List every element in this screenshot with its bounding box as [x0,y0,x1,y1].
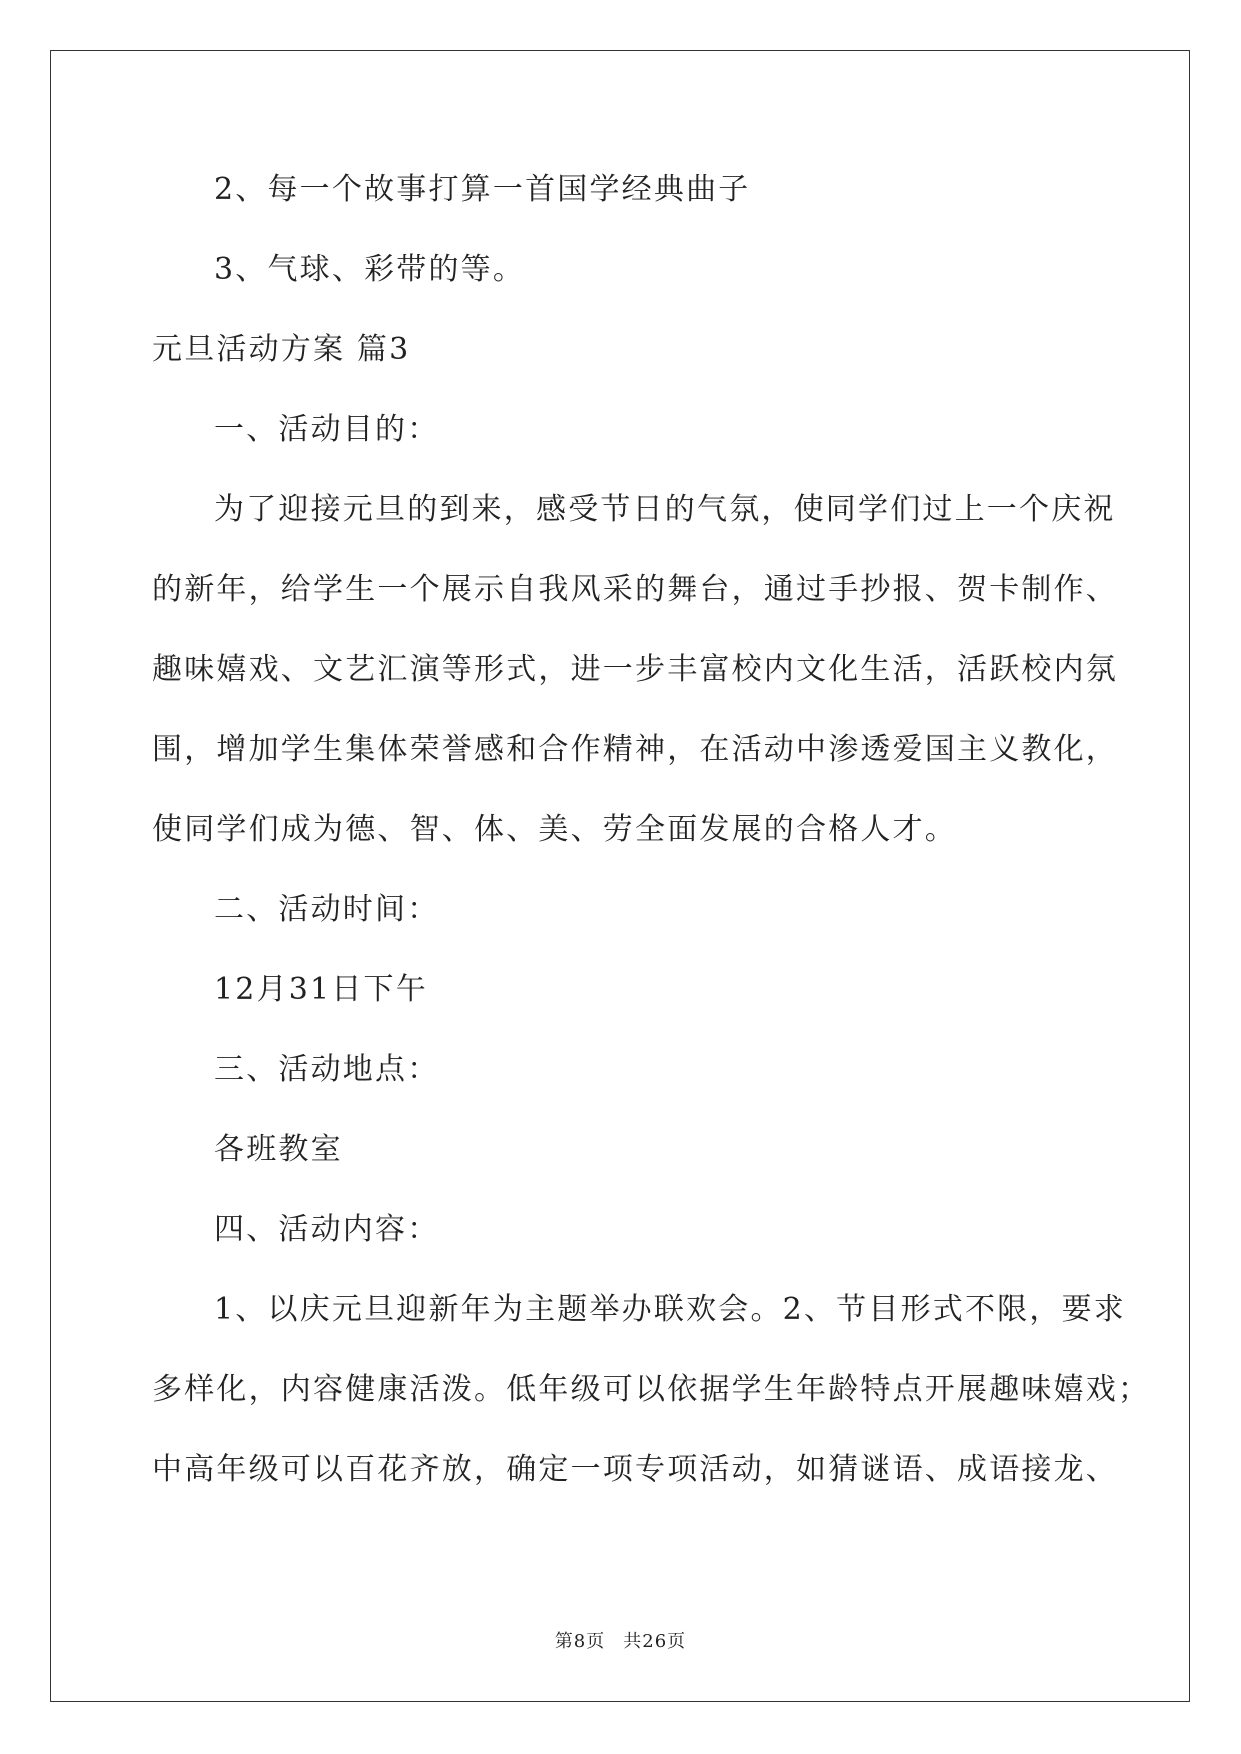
paragraph-line: 为了迎接元旦的到来，感受节日的气氛，使同学们过上一个庆祝 [214,492,1116,527]
paragraph-line: 趣味嬉戏、文艺汇演等形式，进一步丰富校内文化生活，活跃校内氛 [152,652,1118,687]
list-item-materials: 3、气球、彩带的等。 [214,252,526,287]
activity-time: 12月31日下午 [214,972,428,1007]
subheading-purpose: 一、活动目的： [214,412,440,447]
paragraph-line: 的新年，给学生一个展示自我风采的舞台，通过手抄报、贺卡制作、 [152,572,1118,607]
activity-location: 各班教室 [214,1132,343,1167]
page-footer [0,1630,1241,1654]
paragraph-line: 围，增加学生集体荣誉感和合作精神，在活动中渗透爱国主义教化， [152,732,1118,767]
paragraph-line: 中高年级可以百花齐放，确定一项专项活动，如猜谜语、成语接龙、 [152,1452,1118,1487]
section-heading: 元旦活动方案 篇3 [152,332,411,367]
paragraph-line: 多样化，内容健康活泼。低年级可以依据学生年龄特点开展趣味嬉戏； [152,1372,1151,1407]
subheading-location: 三、活动地点： [214,1052,440,1087]
page-number: 第8页 [554,1631,606,1652]
subheading-time: 二、活动时间： [214,892,440,927]
list-item-music: 2、每一个故事打算一首国学经典曲子 [214,172,751,207]
paragraph-line: 1、以庆元旦迎新年为主题举办联欢会。2、节目形式不限，要求 [214,1292,1126,1327]
subheading-content: 四、活动内容： [214,1212,440,1247]
paragraph-line: 使同学们成为德、智、体、美、劳全面发展的合格人才。 [152,812,957,847]
page-total: 共26页 [623,1631,687,1652]
